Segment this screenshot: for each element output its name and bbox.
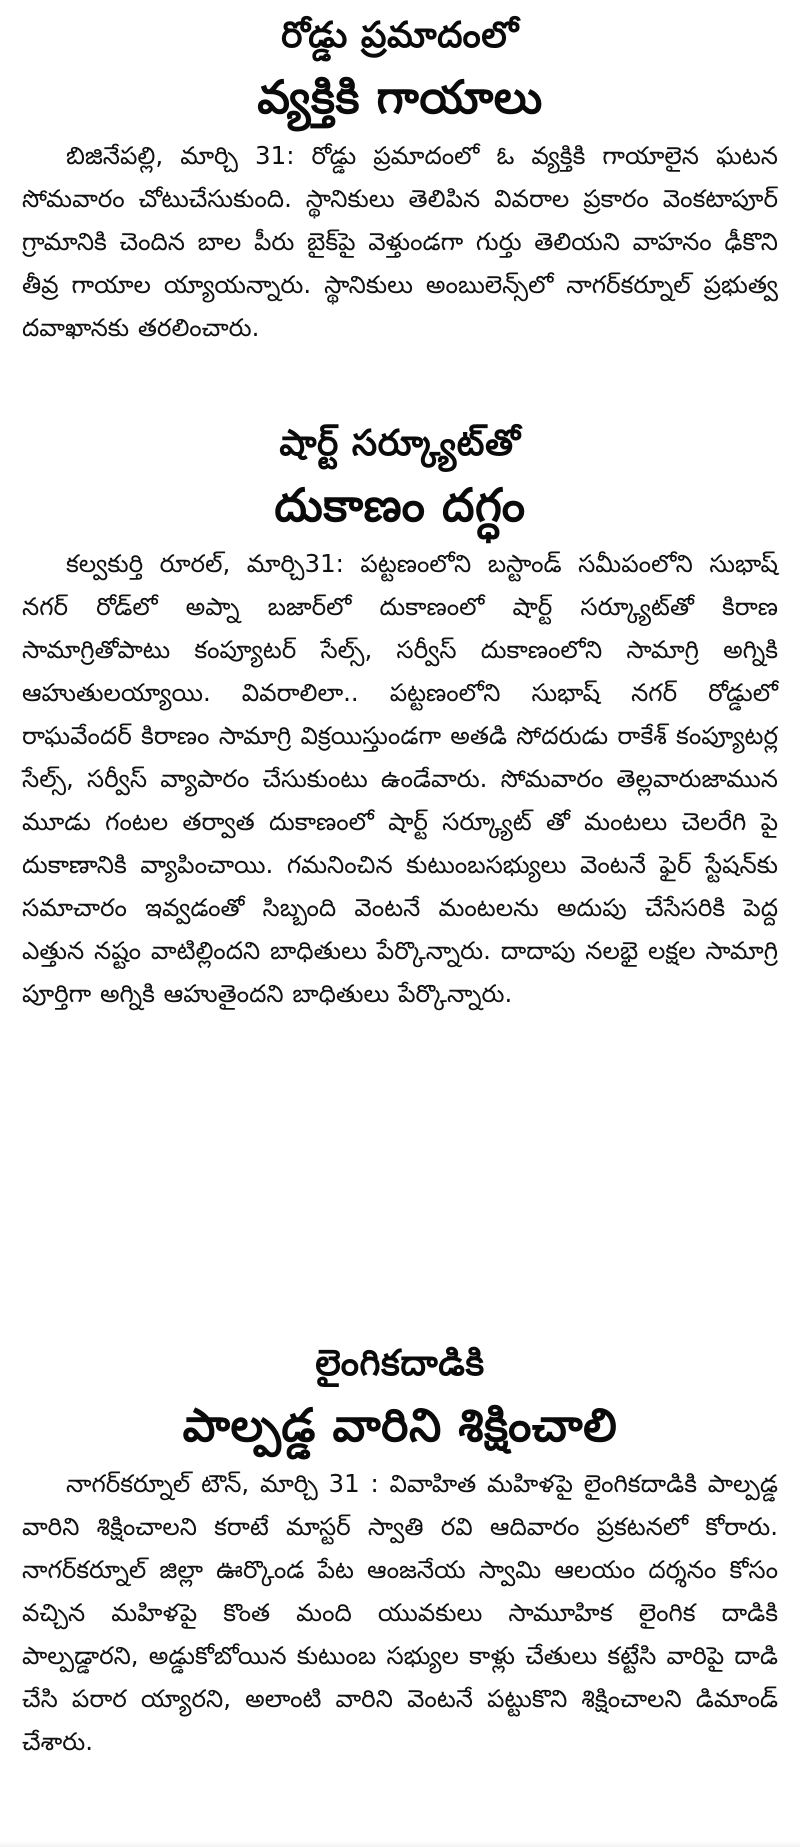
- headline-line-2: దుకాణం దగ్ధం: [274, 478, 526, 532]
- article-body: కల్వకుర్తి రూరల్, మార్చి31: పట్టణంలోని బస్టాండ్ సమీపంలోని సుభాష్ నగర్ రోడ్‌లో అప్నా బజార్‌లో దుకాణంలో షార్ట్ సర్క్యూట్‌తో కిరాణ సామాగ్రితోపాటు కంప్యూటర్ సేల్స్, సర్వీస్ దుకాణంలోని సామాగ్రి అగ్నికి ఆహుతులయ్యాయి. వివరాలిలా.. పట్టణంలోని సుభాష్ నగర్ రోడ్డులో రాఘవేందర్ కిరాణం సామాగ్రి విక్రయిస్తుండగా అతడి సోదరుడు రాకేశ్ కంప్యూటర్ల సేల్స్, సర్వీస్ వ్యాపారం చేసుకుంటు ఉండేవారు. సోమవారం తెల్లవారుజామున మూడు గంటల తర్వాత దుకాణంలో షార్ట్ సర్క్యూట్ తో మంటలు చెలరేగి పై దుకాణానికి వ్యాపించాయి. గమనించిన కుటుంబసభ్యులు వెంటనే ఫైర్ స్టేషన్‌కు సమాచారం ఇవ్వడంతో సిబ్బంది వెంటనే మంటలను అదుపు చేసేసరికి పెద్ద ఎత్తున నష్టం వాటిల్లిందని బాధితులు పేర్కొన్నారు. దాదాపు నలభై లక్షల సామాగ్రి పూర్తిగా అగ్నికి ఆహుతైందని బాధితులు పేర్కొన్నారు.: [22, 549, 778, 1008]
- headline-line-2: పాల్పడ్డ వారిని శిక్షించాలి: [182, 1398, 618, 1452]
- headline-line-1: షార్ట్ సర్క్యూట్‌తో: [279, 423, 521, 464]
- article-assault-punishment: [22, 1336, 778, 1847]
- headline-line-1: లైంగికదాడికి: [315, 1343, 485, 1384]
- headline-line-1: రోడ్డు ప్రమాదంలో: [281, 15, 519, 56]
- article-body: నాగర్‌కర్నూల్ టౌన్, మార్చి 31 : వివాహిత మహిళపై లైంగికదాడికి పాల్పడ్డ వారిని శిక్షించాలని కరాటే మాస్టర్ స్వాతి రవి ఆదివారం ప్రకటనలో కోరారు. నాగర్‌కర్నూల్ జిల్లా ఊర్కొండ పేట ఆంజనేయ స్వామి ఆలయం దర్శనం కోసం వచ్చిన మహిళపై కొంత మంది యువకులు సామూహిక లైంగిక దాడికి పాల్పడ్డారని, అడ్డుకోబోయిన కుటుంబ సభ్యుల కాళ్లు చేతులు కట్టేసి వారిపై దాడి చేసి పరార య్యారని, అలాంటి వారిని వెంటనే పట్టుకొని శిక్షించాలని డిమాండ్ చేశారు.: [22, 1469, 778, 1756]
- article-short-circuit-fire: [22, 416, 778, 1336]
- article-headline: [22, 416, 778, 538]
- article-road-accident: [22, 8, 778, 416]
- headline-line-2: వ్యక్తికి గాయాలు: [257, 70, 543, 124]
- article-headline: [22, 8, 778, 130]
- article-body: బిజినేపల్లి, మార్చి 31: రోడ్డు ప్రమాదంలో ఓ వ్యక్తికి గాయాలైన ఘటన సోమవారం చోటుచేసుకుంది. స్థానికులు తెలిపిన వివరాల ప్రకారం వెంకటాపూర్ గ్రామానికి చెందిన బాల పీరు బైక్‌పై వెళ్తుండగా గుర్తు తెలియని వాహనం ఢీకొని తీవ్ర గాయాల య్యాయన్నారు. స్థానికులు అంబులెన్స్‌లో నాగర్‌కర్నూల్ ప్రభుత్వ దవాఖానకు తరలించారు.: [22, 141, 778, 342]
- article-headline: [22, 1336, 778, 1458]
- page-bottom-edge: [0, 1841, 800, 1847]
